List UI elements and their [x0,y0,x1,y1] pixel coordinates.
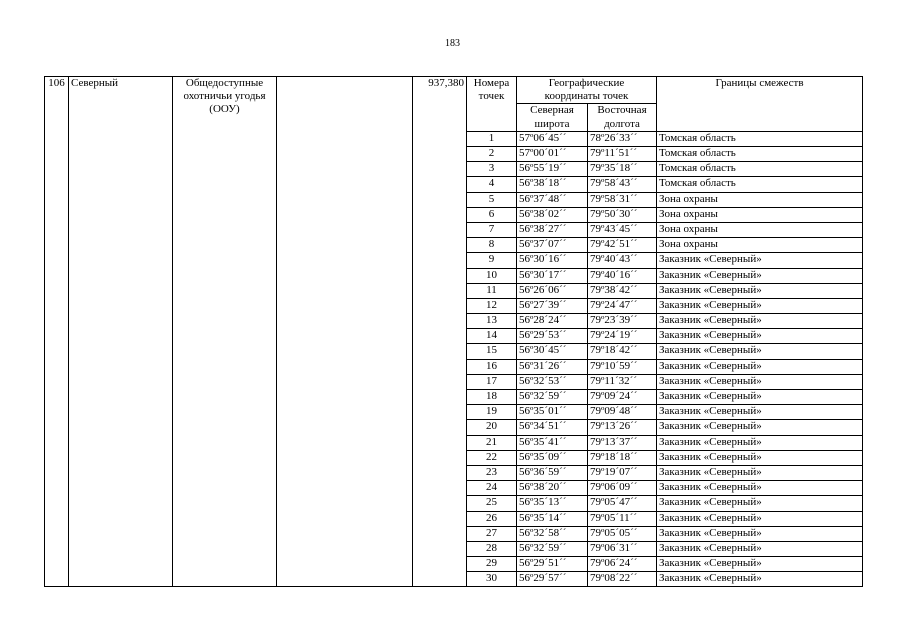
latitude-cell: 57º06´45´´ [517,131,588,146]
latitude-cell: 56º28´24´´ [517,314,588,329]
latitude-cell: 56º34´51´´ [517,420,588,435]
point-number-cell: 20 [467,420,517,435]
latitude-cell: 56º31´26´´ [517,359,588,374]
border-cell: Заказник «Северный» [657,405,863,420]
point-number-cell: 26 [467,511,517,526]
latitude-cell: 56º29´51´´ [517,557,588,572]
longitude-cell: 79º05´05´´ [588,526,657,541]
border-cell: Томская область [657,147,863,162]
latitude-cell: 56º38´18´´ [517,177,588,192]
latitude-cell: 56º38´27´´ [517,222,588,237]
longitude-cell: 79º18´18´´ [588,450,657,465]
latitude-cell: 56º37´48´´ [517,192,588,207]
border-cell: Заказник «Северный» [657,481,863,496]
border-cell: Зона охраны [657,207,863,222]
lat-header-line-2: широта [534,117,570,130]
lat-header [517,104,588,131]
border-cell: Заказник «Северный» [657,511,863,526]
latitude-cell: 56º38´02´´ [517,207,588,222]
geo-header [517,77,657,104]
latitude-cell: 56º35´09´´ [517,450,588,465]
longitude-cell: 79º19´07´´ [588,465,657,480]
lat-header-line-1: Северная [530,104,574,117]
longitude-cell: 79º08´22´´ [588,572,657,587]
latitude-cell: 56º32´58´´ [517,526,588,541]
border-cell: Заказник «Северный» [657,420,863,435]
border-cell: Томская область [657,131,863,146]
longitude-cell: 79º40´43´´ [588,253,657,268]
longitude-cell: 79º35´18´´ [588,162,657,177]
point-number-cell: 3 [467,162,517,177]
border-cell: Заказник «Северный» [657,557,863,572]
longitude-cell: 79º58´43´´ [588,177,657,192]
point-number-cell: 4 [467,177,517,192]
border-cell: Заказник «Северный» [657,496,863,511]
latitude-cell: 56º30´17´´ [517,268,588,283]
longitude-cell: 78º26´33´´ [588,131,657,146]
border-cell: Заказник «Северный» [657,541,863,556]
border-cell: Заказник «Северный» [657,465,863,480]
record-category-cell [173,77,277,587]
point-number-cell: 25 [467,496,517,511]
latitude-cell: 56º36´59´´ [517,465,588,480]
latitude-cell: 56º32´59´´ [517,541,588,556]
border-cell: Заказник «Северный» [657,572,863,587]
latitude-cell: 56º37´07´´ [517,238,588,253]
point-number-cell: 9 [467,253,517,268]
record-area-cell: 937,380 [413,77,467,587]
record-extra-cell [277,77,413,587]
longitude-cell: 79º24´19´´ [588,329,657,344]
latitude-cell: 56º32´53´´ [517,374,588,389]
border-cell: Заказник «Северный» [657,450,863,465]
latitude-cell: 56º38´20´´ [517,481,588,496]
latitude-cell: 56º55´19´´ [517,162,588,177]
longitude-cell: 79º06´09´´ [588,481,657,496]
point-number-cell: 6 [467,207,517,222]
point-number-cell: 8 [467,238,517,253]
longitude-cell: 79º18´42´´ [588,344,657,359]
border-cell: Заказник «Северный» [657,283,863,298]
border-cell: Заказник «Северный» [657,253,863,268]
longitude-cell: 79º13´37´´ [588,435,657,450]
border-cell: Заказник «Северный» [657,435,863,450]
latitude-cell: 56º29´57´´ [517,572,588,587]
latitude-cell: 56º30´45´´ [517,344,588,359]
border-cell: Заказник «Северный» [657,526,863,541]
longitude-cell: 79º05´11´´ [588,511,657,526]
category-line-3: (ООУ) [209,103,240,116]
point-number-cell: 30 [467,572,517,587]
border-cell: Зона охраны [657,192,863,207]
border-cell: Зона охраны [657,222,863,237]
lon-header-line-2: долгота [604,117,640,130]
point-number-cell: 14 [467,329,517,344]
longitude-cell: 79º38´42´´ [588,283,657,298]
longitude-cell: 79º23´39´´ [588,314,657,329]
latitude-cell: 56º26´06´´ [517,283,588,298]
category-line-1: Общедоступные [185,77,264,89]
point-number-cell: 2 [467,147,517,162]
point-number-cell: 1 [467,131,517,146]
border-cell: Зона охраны [657,238,863,253]
longitude-cell: 79º06´31´´ [588,541,657,556]
point-number-cell: 5 [467,192,517,207]
point-number-cell: 10 [467,268,517,283]
border-cell: Томская область [657,177,863,192]
border-cell: Томская область [657,162,863,177]
borders-header: Границы смежеств [657,77,863,132]
longitude-cell: 79º05´47´´ [588,496,657,511]
geo-header-line-1: Географические [548,77,625,89]
hunting-grounds-table [44,76,863,587]
latitude-cell: 57º00´01´´ [517,147,588,162]
longitude-cell: 79º43´45´´ [588,222,657,237]
lon-header [588,104,657,131]
page-number: 183 [445,38,460,49]
border-cell: Заказник «Северный» [657,314,863,329]
point-number-cell: 21 [467,435,517,450]
latitude-cell: 56º35´14´´ [517,511,588,526]
latitude-cell: 56º32´59´´ [517,390,588,405]
border-cell: Заказник «Северный» [657,298,863,313]
point-number-cell: 18 [467,390,517,405]
longitude-cell: 79º50´30´´ [588,207,657,222]
longitude-cell: 79º11´51´´ [588,147,657,162]
point-number-cell: 12 [467,298,517,313]
border-cell: Заказник «Северный» [657,344,863,359]
point-number-cell: 28 [467,541,517,556]
longitude-cell: 79º40´16´´ [588,268,657,283]
border-cell: Заказник «Северный» [657,390,863,405]
longitude-cell: 79º58´31´´ [588,192,657,207]
longitude-cell: 79º10´59´´ [588,359,657,374]
point-number-cell: 7 [467,222,517,237]
longitude-cell: 79º24´47´´ [588,298,657,313]
point-number-cell: 29 [467,557,517,572]
latitude-cell: 56º29´53´´ [517,329,588,344]
latitude-cell: 56º30´16´´ [517,253,588,268]
border-cell: Заказник «Северный» [657,359,863,374]
points-header [467,77,517,132]
point-number-cell: 13 [467,314,517,329]
latitude-cell: 56º35´41´´ [517,435,588,450]
record-number-cell: 106 [45,77,69,587]
point-number-cell: 22 [467,450,517,465]
point-number-cell: 11 [467,283,517,298]
points-header-line-1: Номера [473,77,510,89]
latitude-cell: 56º35´01´´ [517,405,588,420]
border-cell: Заказник «Северный» [657,374,863,389]
border-cell: Заказник «Северный» [657,268,863,283]
lon-header-line-1: Восточная [597,104,647,117]
latitude-cell: 56º27´39´´ [517,298,588,313]
point-number-cell: 15 [467,344,517,359]
category-line-2: охотничьи угодья [183,90,266,103]
border-cell: Заказник «Северный» [657,329,863,344]
latitude-cell: 56º35´13´´ [517,496,588,511]
longitude-cell: 79º13´26´´ [588,420,657,435]
longitude-cell: 79º42´51´´ [588,238,657,253]
point-number-cell: 27 [467,526,517,541]
point-number-cell: 19 [467,405,517,420]
point-number-cell: 16 [467,359,517,374]
points-header-line-2: точек [478,90,505,103]
point-number-cell: 23 [467,465,517,480]
record-name-cell: Северный [69,77,173,587]
longitude-cell: 79º11´32´´ [588,374,657,389]
longitude-cell: 79º09´48´´ [588,405,657,420]
point-number-cell: 17 [467,374,517,389]
geo-header-line-2: координаты точек [544,90,629,103]
longitude-cell: 79º09´24´´ [588,390,657,405]
point-number-cell: 24 [467,481,517,496]
longitude-cell: 79º06´24´´ [588,557,657,572]
